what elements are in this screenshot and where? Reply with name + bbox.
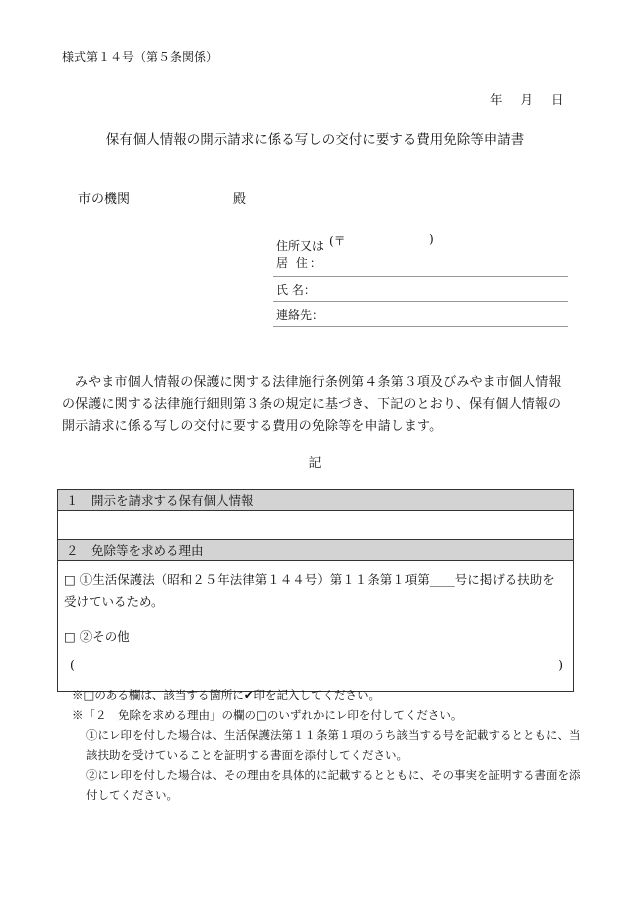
reason-area — [58, 561, 573, 691]
ki-mark: 記 — [308, 456, 322, 471]
contact-label: 連絡先： — [276, 308, 325, 322]
note-1: ※□のある欄は、該当する箇所に✔印を記入してください。 — [72, 688, 380, 702]
body-paragraph: みやま市個人情報の保護に関する法律施行条例第４条第３項及びみやま市個人情報の保護に関する法律施行細則第３条の規定に基づき、下記のとおり、保有個人情報の開示請求に係る写しの交付に要する費用の免除等を申請します。 — [62, 375, 562, 434]
address-row[interactable] — [273, 232, 568, 277]
document-title: 保有個人情報の開示請求に係る写しの交付に要する費用免除等申請書 — [105, 132, 525, 148]
section2-heading: ２ 免除等を求める理由 — [58, 540, 573, 561]
applicant-block — [273, 232, 568, 327]
postal-open: (〒 — [329, 234, 346, 248]
contact-row[interactable] — [273, 302, 568, 327]
section1-heading: １ 開示を請求する保有個人情報 — [58, 490, 573, 511]
date-line: 年 月 日 — [490, 92, 564, 107]
form-number: 様式第１４号（第５条関係） — [62, 50, 219, 64]
addressee: 市の機関 — [78, 192, 131, 207]
sub-note-1: ①にレ印を付した場合は、生活保護法第１１条第１項のうち該当する号を記載するとともに、当該扶助を受けていることを証明する書面を添付してください。 — [86, 728, 581, 762]
notes — [72, 685, 582, 805]
request-table — [57, 489, 574, 692]
address-label: 住所又は — [276, 239, 325, 253]
name-label: 氏 名： — [276, 283, 316, 297]
postal-close: ) — [429, 232, 434, 246]
residence-label: 居 住： — [276, 256, 324, 270]
section1-input[interactable] — [58, 511, 573, 540]
reason1-checkbox-text[interactable]: □ ①生活保護法（昭和２５年法律第１４４号）第１１条第１項第____号に掲げる扶助を受けているため。 — [64, 572, 555, 609]
name-row[interactable] — [273, 277, 568, 302]
note-2: ※「２ 免除を求める理由」の欄の□のいずれかにレ印を付してください。 — [72, 708, 463, 722]
sub-note-2: ②にレ印を付した場合は、その理由を具体的に記載するとともに、その事実を証明する書面を添付してください。 — [86, 768, 581, 802]
addressee-suffix: 殿 — [233, 192, 247, 207]
other-reason-open: ( — [70, 657, 75, 672]
other-reason-close: ) — [558, 657, 563, 672]
reason2-checkbox-text[interactable]: □ ②その他 — [64, 629, 130, 644]
